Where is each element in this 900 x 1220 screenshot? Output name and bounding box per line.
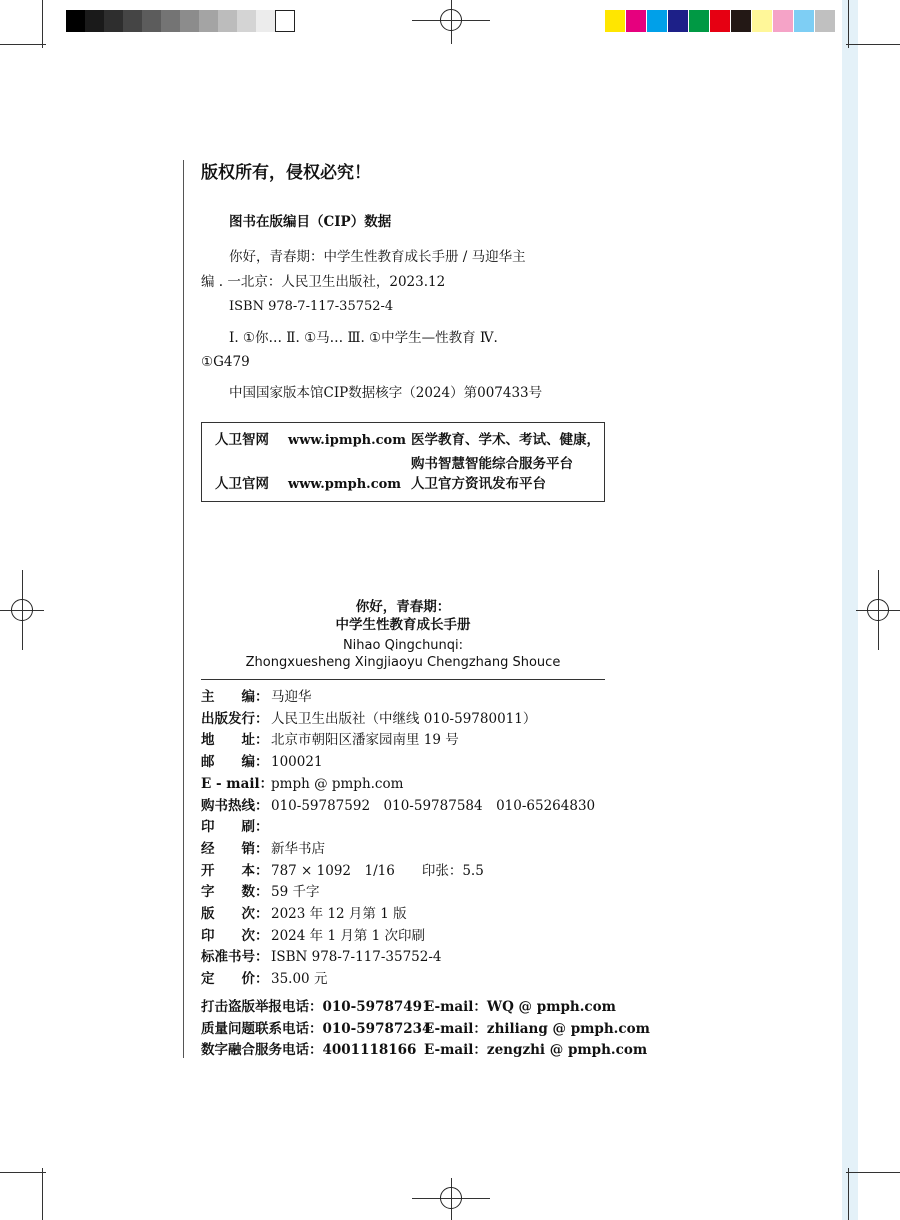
- gray-swatch: [199, 10, 219, 32]
- detail-value: pmph @ pmph.com: [271, 775, 404, 792]
- color-swatch: [731, 10, 751, 32]
- book-pinyin-line2: Zhongxuesheng Xingjiaoyu Chengzhang Shouce: [245, 655, 561, 670]
- book-pinyin-line1: Nihao Qingchunqi:: [342, 638, 464, 653]
- cip-line: 编 . 一北京：人民卫生出版社，2023.12: [201, 274, 446, 290]
- detail-row: [201, 951, 442, 965]
- website-name: 人卫智网: [215, 432, 269, 448]
- detail-value: 59 千字: [271, 884, 320, 901]
- gray-swatch: [237, 10, 257, 32]
- contact-email[interactable]: E-mail：zhiliang @ pmph.com: [424, 1020, 650, 1037]
- cip-verification: 中国国家版本馆CIP数据核字（2024）第007433号: [229, 385, 543, 401]
- color-swatch: [815, 10, 835, 32]
- color-swatch: [626, 10, 646, 32]
- cip-classification: Ⅰ. ①你… Ⅱ. ①马… Ⅲ. ①中学生—性教育 Ⅳ.: [229, 330, 498, 346]
- detail-value: ISBN 978-7-117-35752-4: [271, 949, 442, 966]
- detail-label: E - mail：: [201, 775, 274, 792]
- detail-label: 购书热线：: [201, 797, 269, 814]
- detail-label: 印 次：: [201, 927, 269, 944]
- gray-swatch: [218, 10, 238, 32]
- cip-heading: 图书在版编目（CIP）数据: [229, 214, 392, 230]
- detail-label: 开 本：: [201, 862, 269, 879]
- contact-email[interactable]: E-mail：zengzhi @ pmph.com: [424, 1042, 648, 1058]
- detail-row: [201, 886, 319, 900]
- color-swatch: [710, 10, 730, 32]
- detail-label: 经 销：: [201, 840, 269, 857]
- detail-label: 印 刷：: [201, 819, 269, 836]
- gray-swatch: [142, 10, 162, 32]
- contact-row: [201, 1020, 650, 1037]
- detail-row: [201, 797, 596, 814]
- color-swatch: [668, 10, 688, 32]
- gray-swatch: [161, 10, 181, 32]
- detail-label: 版 次：: [201, 906, 269, 922]
- color-swatch: [773, 10, 793, 32]
- registration-circle: [11, 599, 33, 621]
- crop-mark: [0, 1172, 46, 1173]
- gray-swatch: [275, 10, 295, 32]
- title-divider: [201, 679, 605, 680]
- gray-swatch: [256, 10, 276, 32]
- color-swatch: [752, 10, 772, 32]
- color-swatch: [689, 10, 709, 32]
- gray-swatch: [123, 10, 143, 32]
- detail-value: 马迎华: [271, 689, 312, 705]
- detail-row: [201, 840, 325, 857]
- detail-label: 标准书号：: [201, 949, 269, 966]
- crop-mark: [846, 44, 900, 45]
- website-name: 人卫官网: [215, 476, 269, 492]
- detail-row: [201, 691, 312, 705]
- crop-mark: [848, 1168, 849, 1220]
- detail-row: [201, 710, 537, 727]
- detail-row: [201, 756, 323, 770]
- detail-label: 地 址：: [201, 732, 269, 749]
- detail-row: [201, 734, 459, 748]
- detail-value: 人民卫生出版社（中继线 010-59780011）: [271, 710, 537, 727]
- cip-line: 你好，青春期：中学生性教育成长手册 / 马迎华主: [229, 249, 526, 265]
- gray-swatch: [66, 10, 86, 32]
- contact-row: [201, 1044, 647, 1058]
- registration-circle: [867, 599, 889, 621]
- cip-isbn: ISBN 978-7-117-35752-4: [229, 299, 394, 314]
- contact-email[interactable]: E-mail：WQ @ pmph.com: [424, 999, 616, 1015]
- detail-value: 100021: [271, 754, 323, 771]
- book-title-line2: 中学生性教育成长手册: [335, 617, 471, 633]
- margin-rule: [183, 160, 184, 1058]
- book-title-line1: 你好，青春期：: [355, 599, 451, 615]
- crop-mark: [846, 1172, 900, 1173]
- contact-row: [201, 1001, 616, 1015]
- color-swatch: [794, 10, 814, 32]
- detail-value: 北京市朝阳区潘家园南里 19 号: [271, 732, 459, 749]
- website-desc: 医学教育、学术、考试、健康，: [411, 432, 600, 448]
- detail-value: 新华书店: [271, 840, 325, 857]
- detail-value: 35.00 元: [271, 971, 328, 988]
- crop-mark: [0, 44, 46, 45]
- contact-phone: 数字融合服务电话：4001118166: [201, 1042, 417, 1058]
- gray-swatch: [85, 10, 105, 32]
- detail-row: [201, 862, 484, 879]
- color-swatch: [605, 10, 625, 32]
- detail-value: 010-59787592 010-59787584 010-65264830: [271, 797, 596, 814]
- website-url[interactable]: www.pmph.com: [288, 477, 402, 492]
- detail-row: [201, 927, 425, 944]
- contact-phone: 质量问题联系电话：010-59787234: [201, 1020, 432, 1037]
- gray-swatch: [104, 10, 124, 32]
- website-url[interactable]: www.ipmph.com: [288, 433, 406, 448]
- crop-mark: [848, 0, 849, 48]
- detail-label: 邮 编：: [201, 754, 269, 771]
- detail-value: 2023 年 12 月第 1 版: [271, 906, 407, 922]
- color-swatch: [647, 10, 667, 32]
- cip-classification: ①G479: [201, 354, 250, 370]
- crop-mark: [42, 0, 43, 48]
- detail-label: 主 编：: [201, 689, 269, 705]
- detail-label: 出版发行：: [201, 710, 269, 727]
- detail-label: 定 价：: [201, 971, 269, 988]
- copyright-notice: 版权所有，侵权必究！: [201, 163, 371, 183]
- detail-row: [201, 821, 271, 835]
- crop-mark: [42, 1168, 43, 1220]
- registration-circle: [440, 9, 462, 31]
- website-desc: 人卫官方资讯发布平台: [411, 476, 546, 492]
- registration-circle: [440, 1187, 462, 1209]
- detail-row: [201, 973, 327, 987]
- detail-value: 2024 年 1 月第 1 次印刷: [271, 927, 425, 944]
- website-desc: 购书智慧智能综合服务平台: [411, 456, 573, 472]
- detail-label: 字 数：: [201, 884, 269, 901]
- gray-swatch: [180, 10, 200, 32]
- contact-phone: 打击盗版举报电话：010-59787491: [201, 999, 432, 1015]
- detail-row: [201, 775, 404, 792]
- detail-row: [201, 908, 407, 922]
- detail-value: 787 × 1092 1/16 印张：5.5: [271, 862, 484, 879]
